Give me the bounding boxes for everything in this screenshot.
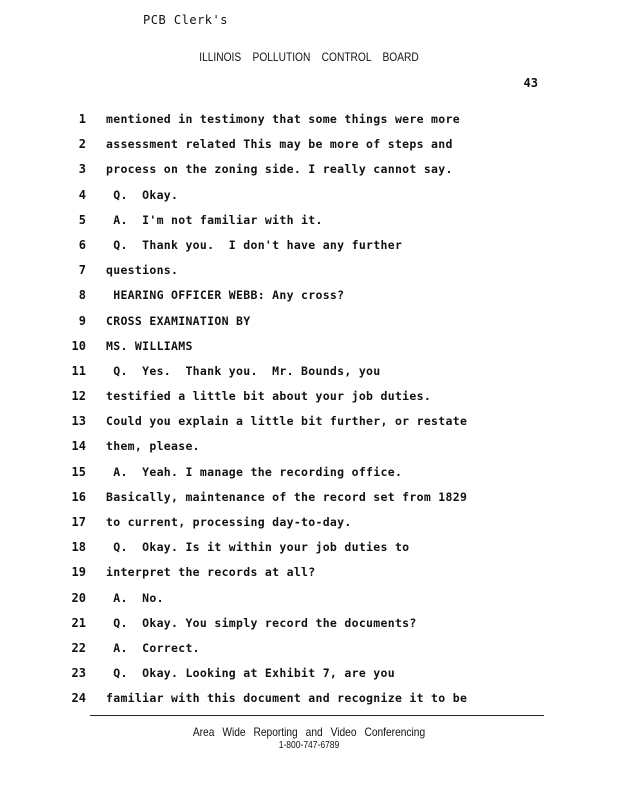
line-number: 15 — [71, 464, 86, 479]
line-text: HEARING OFFICER WEBB: Any cross? — [106, 288, 345, 303]
transcript-line — [0, 414, 618, 439]
line-number: 7 — [78, 263, 86, 278]
line-number: 3 — [78, 162, 86, 177]
line-text: Q. Okay. Is it within your job duties to — [106, 540, 410, 555]
transcript-line — [0, 540, 618, 565]
transcript-line — [0, 238, 618, 263]
transcript-lines — [0, 112, 618, 717]
line-text: questions. — [106, 263, 179, 278]
line-number: 13 — [71, 414, 86, 429]
line-number: 20 — [71, 590, 86, 605]
transcript-line — [0, 565, 618, 590]
line-number: 21 — [71, 615, 86, 630]
transcript-line — [0, 288, 618, 313]
line-number: 8 — [78, 288, 86, 303]
transcript-line — [0, 339, 618, 364]
line-text: Q. Thank you. I don't have any further — [106, 237, 403, 252]
transcript-line — [0, 188, 618, 213]
line-number: 2 — [78, 137, 86, 152]
line-text: to current, processing day-to-day. — [106, 515, 352, 529]
line-number: 10 — [71, 338, 86, 353]
line-text: testified a little bit about your job duties. — [106, 389, 432, 404]
line-text: A. Yeah. I manage the recording office. — [106, 464, 403, 479]
transcript-line — [0, 641, 618, 666]
line-text: process on the zoning side. I really cannot say. — [106, 162, 453, 177]
transcript-line — [0, 691, 618, 716]
line-text: mentioned in testimony that some things were more — [106, 112, 460, 126]
transcript-line — [0, 439, 618, 464]
line-number: 11 — [71, 363, 86, 378]
reporting-company: Area Wide Reporting and Video Conferencing — [192, 725, 426, 739]
line-number: 19 — [71, 565, 86, 580]
line-text: familiar with this document and recognize it to be — [106, 691, 468, 706]
transcript-line — [0, 364, 618, 389]
line-text: Q. Okay. — [106, 187, 179, 202]
transcript-line — [0, 591, 618, 616]
clerk-stamp: PCB Clerk's — [143, 13, 228, 27]
line-text: Basically, maintenance of the record set from 1829 — [106, 489, 468, 504]
page-number: 43 — [523, 76, 538, 90]
line-text: A. I'm not familiar with it. — [106, 212, 323, 227]
transcript-line — [0, 314, 618, 339]
transcript-line — [0, 465, 618, 490]
transcript-line — [0, 213, 618, 238]
line-text: A. Correct. — [106, 640, 200, 655]
transcript-line — [0, 137, 618, 162]
line-text: them, please. — [106, 439, 200, 454]
line-number: 18 — [71, 540, 86, 555]
line-text: Q. Okay. You simply record the documents? — [106, 615, 417, 630]
line-text: CROSS EXAMINATION BY — [106, 313, 251, 328]
line-number: 24 — [71, 691, 86, 706]
transcript-line — [0, 263, 618, 288]
footer — [0, 725, 618, 751]
reporting-phone: 1-800-747-6789 — [278, 740, 340, 751]
line-number: 22 — [71, 640, 86, 655]
transcript-line — [0, 515, 618, 540]
line-number: 17 — [71, 515, 86, 529]
line-number: 9 — [78, 313, 86, 328]
line-number: 6 — [78, 237, 86, 252]
line-number: 5 — [78, 212, 86, 227]
line-number: 14 — [71, 439, 86, 454]
line-text: Q. Okay. Looking at Exhibit 7, are you — [106, 666, 395, 681]
transcript-line — [0, 666, 618, 691]
transcript-line — [0, 162, 618, 187]
line-number: 23 — [71, 666, 86, 681]
board-title: ILLINOIS POLLUTION CONTROL BOARD — [199, 50, 419, 64]
line-text: interpret the records at all? — [106, 565, 316, 580]
line-number: 16 — [71, 489, 86, 504]
transcript-line — [0, 490, 618, 515]
transcript-line — [0, 616, 618, 641]
line-text: A. No. — [106, 590, 164, 605]
footer-divider — [90, 715, 544, 716]
transcript-line — [0, 112, 618, 137]
line-text: Q. Yes. Thank you. Mr. Bounds, you — [106, 363, 381, 378]
line-text: assessment related This may be more of steps and — [106, 137, 453, 152]
line-text: Could you explain a little bit further, or restate — [106, 414, 468, 429]
line-number: 4 — [78, 187, 86, 202]
transcript-line — [0, 389, 618, 414]
line-number: 12 — [71, 389, 86, 404]
line-text: MS. WILLIAMS — [106, 338, 193, 353]
line-number: 1 — [78, 112, 86, 126]
